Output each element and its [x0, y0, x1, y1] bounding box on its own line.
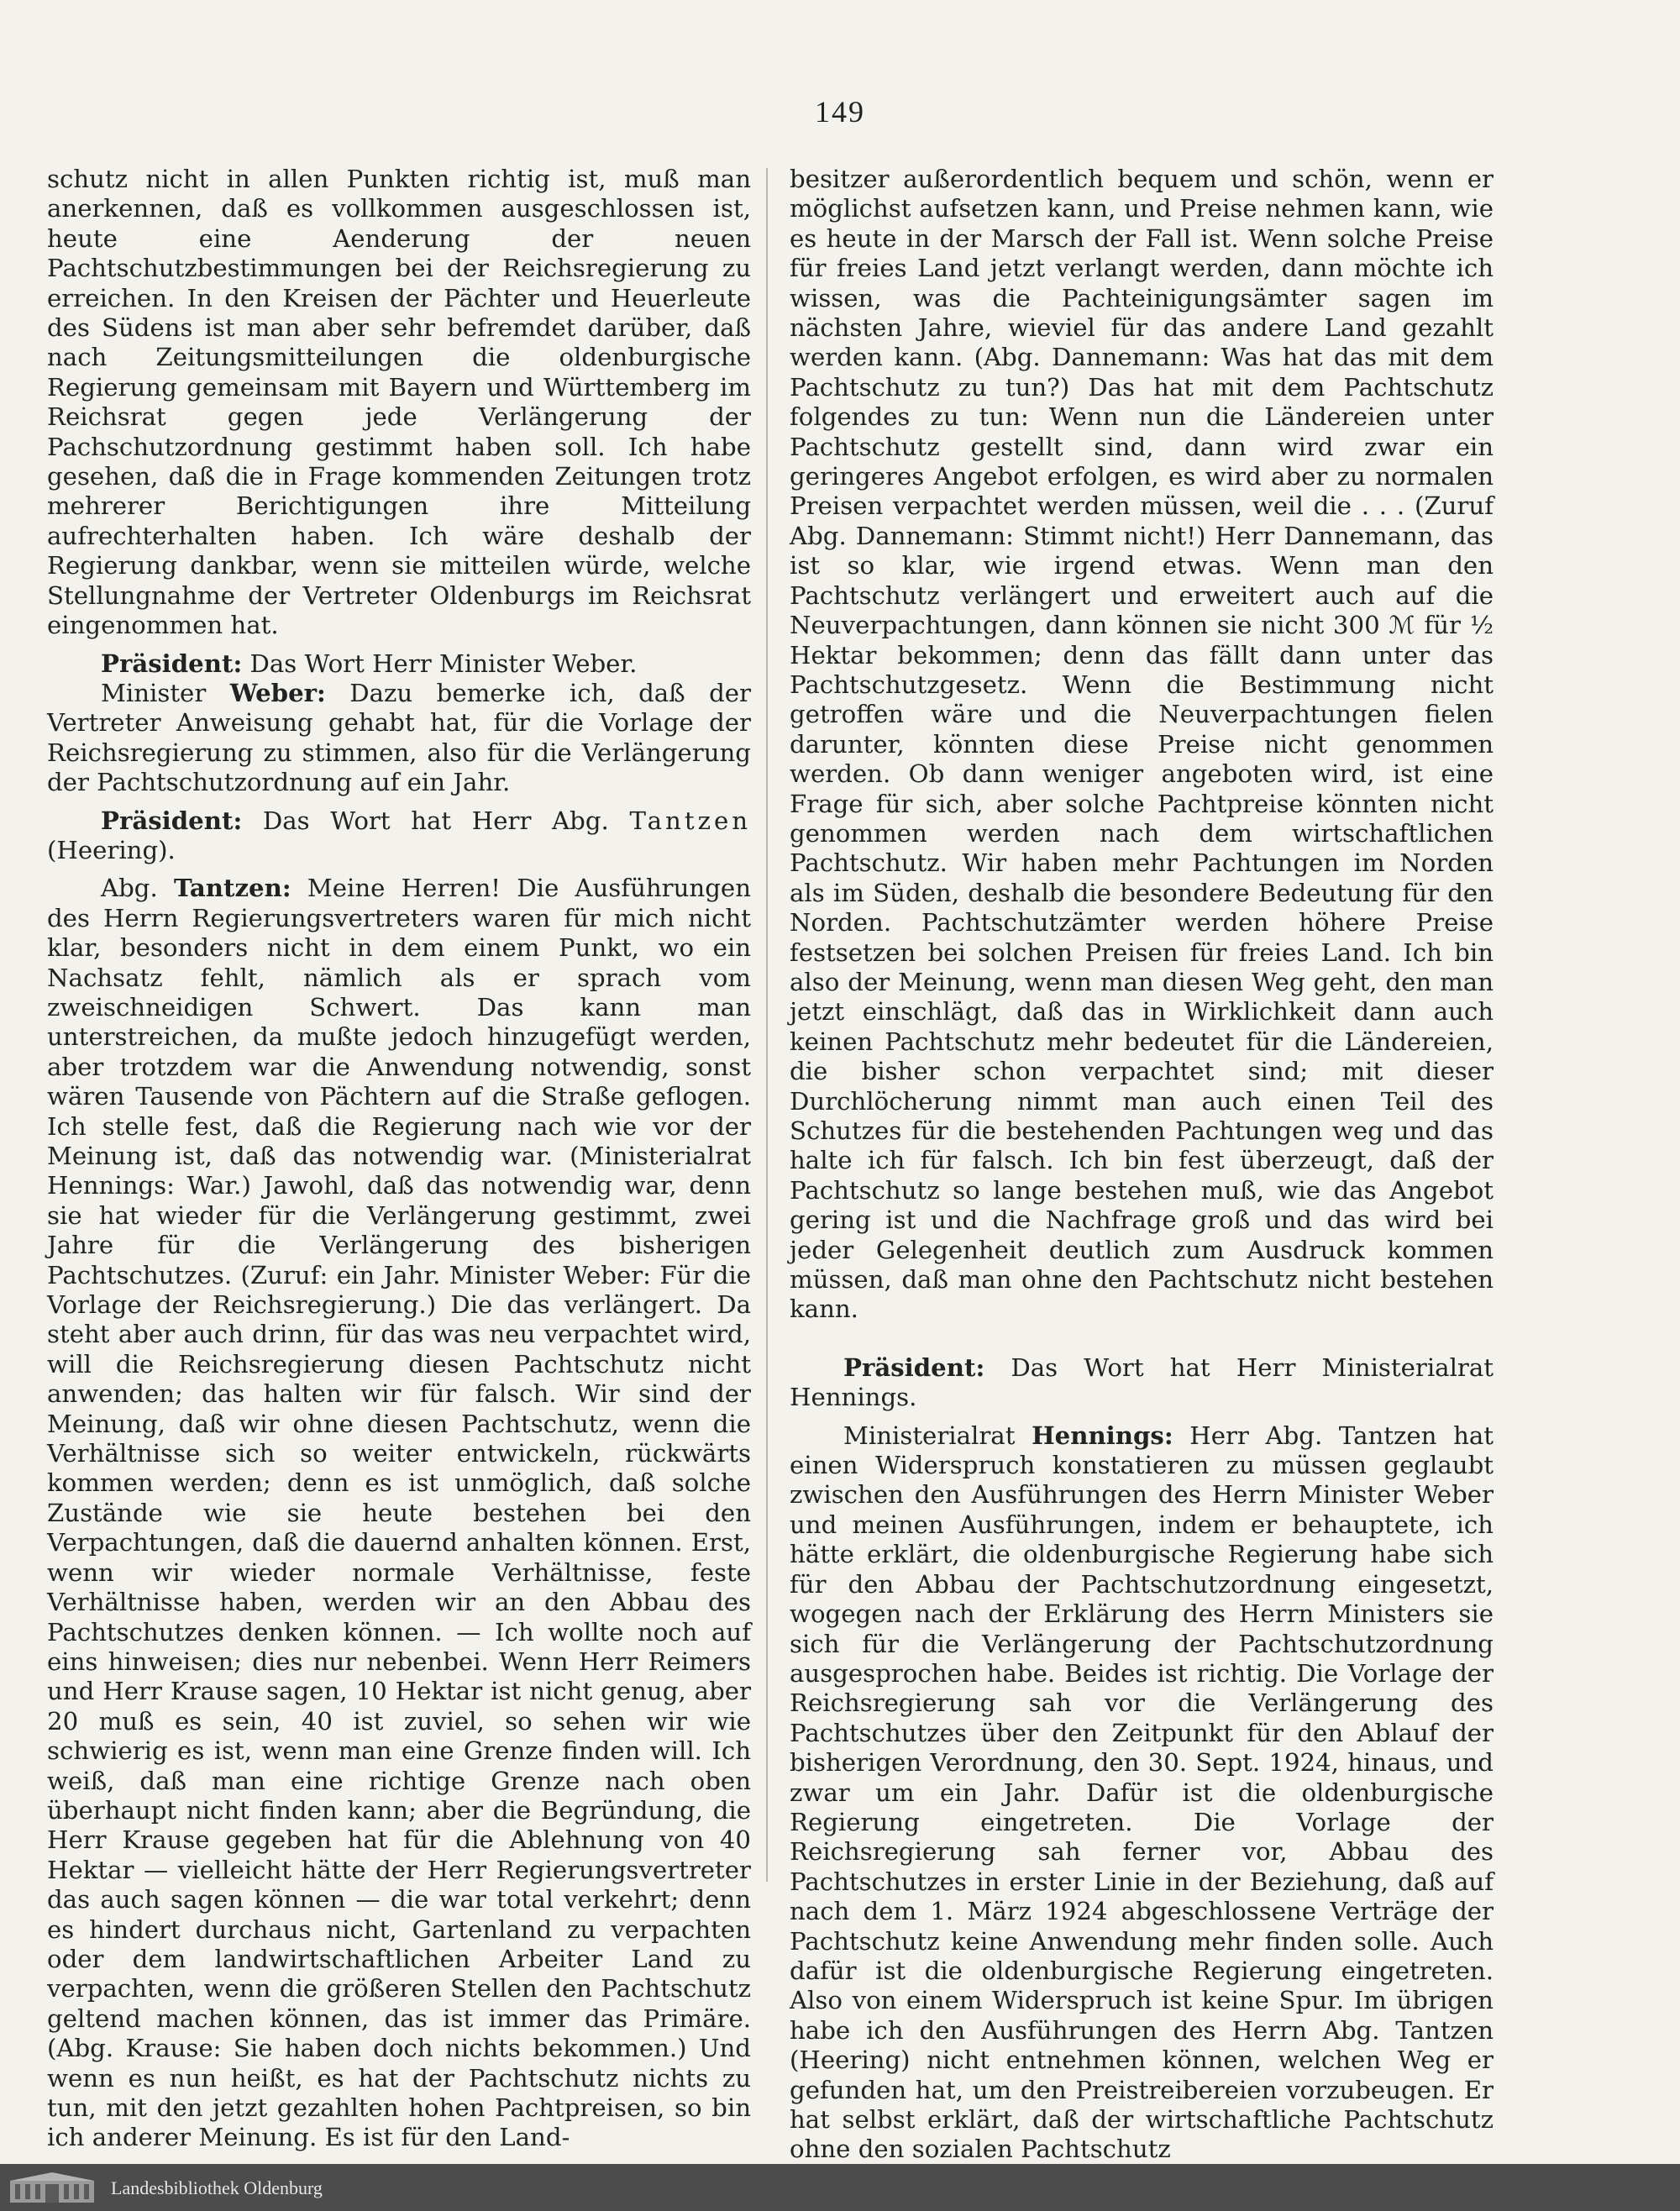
speaker-label: Präsident:: [843, 1352, 985, 1382]
library-building-icon: [8, 2171, 96, 2204]
right-text-column: [790, 165, 1494, 2165]
paragraph-tantzen: [47, 874, 751, 2152]
paragraph-president-2: [47, 806, 751, 866]
page-number: 149: [815, 95, 865, 129]
speaker-title: Minister: [101, 678, 207, 707]
speaker-label: Hennings:: [1032, 1421, 1173, 1450]
paragraph-president-1: [47, 649, 751, 679]
speaker-title: Ministerialrat: [843, 1421, 1016, 1450]
library-footer-bar: [0, 2164, 1680, 2211]
paragraph-continuation: besitzer außerordentlich bequem und schön, wenn er möglichst aufsetzen kann, und Preise nehmen kann, wie es heute in der Marsch der Fall ist. Wenn solche Preise für freies Land jetzt verlangt werden, dann möchte ich wissen, was die Pachteinigungsämter sagen im nächsten Jahre, wieviel für das andere Land gezahlt werden kann. (Abg. Dannemann: Was hat das mit dem Pachtschutz zu tun?) Das hat mit dem Pachtschutz folgendes zu tun: Wenn nun die Ländereien unter Pachtschutz gestellt sind, dann wird zwar ein geringeres Angebot erfolgen, es wird aber zu normalen Preisen verpachtet werden müssen, weil die . . . (Zuruf Abg. Dannemann: Stimmt nicht!) Herr Dannemann, das ist so klar, wie irgend etwas. Wenn man den Pachtschutz verlängert und erweitert auch auf die Neuverpachtungen, dann können sie nicht 300 ℳ für ½ Hektar bekommen; denn das fällt dann unter das Pachtschutzgesetz. Wenn die Bestimmung nicht getroffen wäre und die Neuverpachtungen fielen darunter, könnten diese Preise nicht genommen werden. Ob dann weniger angeboten wird, ist eine Frage für sich, aber solche Pachtpreise könnten nicht genommen werden nach dem wirtschaftlichen Pachtschutz. Wir haben mehr Pachtungen im Norden als im Süden, deshalb die besondere Bedeutung für den Norden. Pachtschutzämter werden höhere Preise festsetzen bei solchen Preisen für freies Land. Ich bin also der Meinung, wenn man diesen Weg geht, den man jetzt einschlägt, daß das in Wirklichkeit dann auch keinen Pachtschutz mehr bedeutet für die Ländereien, die bisher schon verpachtet sind; mit dieser Durchlöcherung nimmt man auch einen Teil des Schutzes für die bestehenden Pachtungen weg und das halte ich für falsch. Ich bin fest überzeugt, daß der Pachtschutz so lange bestehen muß, wie das Angebot gering ist und die Nachfrage groß und das wird bei jeder Gelegenheit deutlich zum Ausdruck kommen müssen, daß man ohne den Pachtschutz nicht bestehen kann.: [790, 165, 1494, 1324]
speech-text: (Heering).: [47, 835, 176, 864]
speech-text: Meine Herren! Die Ausführungen des Herrn Regierungsvertreters waren für mich nicht klar, besonders nicht in dem einem Punkt, wo ein Nachsatz fehlt, nämlich als er sprach vom zweischneidigen Schwert. Das kann man unterstreichen, da mußte jedoch hinzugefügt werden, aber trotzdem war die Anwendung notwendig, sonst wären Tausende von Pächtern auf die Straße geflogen. Ich stelle fest, daß die Regierung nach wie vor der Meinung ist, daß das notwendig war. (Ministerialrat Hennings: War.) Jawohl, daß das notwendig war, denn sie hat wieder für die Verlängerung gestimmt, zwei Jahre für die Verlängerung des bisherigen Pachtschutzes. (Zuruf: ein Jahr. Minister Weber: Für die Vorlage der Reichsregierung.) Die das verlängert. Da steht aber auch drinn, für das was neu verpachtet wird, will die Reichsregierung diesen Pachtschutz nicht anwenden; das halten wir für falsch. Wir sind der Meinung, daß wir ohne diesen Pachtschutz, wenn die Verhältnisse sich so weiter entwickeln, rückwärts kommen werden; denn es ist unmöglich, daß solche Zustände wie sie heute bestehen bei den Verpachtungen, daß die dauernd anhalten können. Erst, wenn wir wieder normale Verhältnisse, feste Verhältnisse haben, werden wir an den Abbau des Pachtschutzes denken können. — Ich wollte noch auf eins hinweisen; dies nur nebenbei. Wenn Herr Reimers und Herr Krause sagen, 10 Hektar ist nicht genug, aber 20 muß es sein, 40 ist zuviel, so sehen wir wie schwierig es ist, wenn man eine Grenze finden will. Ich weiß, daß man eine richtige Grenze nach oben überhaupt nicht finden kann; aber die Begründung, die Herr Krause gegeben hat für die Ablehnung von 40 Hektar — vielleicht hätte der Herr Regierungsvertreter das auch sagen können — die war total verkehrt; denn es hindert durchaus nicht, Gartenland zu verpachten oder dem landwirtschaftlichen Arbeiter Land zu verpachten, wenn die größeren Stellen den Pachtschutz geltend machen können, das ist immer das Primäre. (Abg. Krause: Sie haben doch nichts bekommen.) Und wenn es nun heißt, es hat der Pachtschutz nichts zu tun, mit den jetzt gezahlten hohen Pachtpreisen, so bin ich anderer Meinung. Es ist für den Land-: [47, 874, 751, 2152]
speaker-label: Präsident:: [101, 806, 243, 835]
speaker-label: Tantzen:: [173, 874, 291, 903]
library-name: Landesbibliothek Oldenburg: [111, 2177, 323, 2198]
speaker-label: Weber:: [229, 678, 326, 707]
speaker-label: Präsident:: [101, 649, 243, 678]
speech-text: Das Wort hat Herr Ministerialrat Hennings.: [790, 1352, 1494, 1412]
speaker-title: Abg.: [101, 874, 158, 903]
paragraph-minister-weber: [47, 679, 751, 798]
speech-text: Das Wort hat Herr Abg.: [262, 806, 609, 835]
speech-text: Herr Abg. Tantzen hat einen Widerspruch konstatieren zu müssen geglaubt zwischen den Ausführungen des Herrn Minister Weber und meinen Ausführungen, indem er behauptete, ich hätte erklärt, die oldenburgische Regierung habe sich für den Abbau der Pachtschutzordnung eingesetzt, wogegen nach der Erklärung des Herrn Ministers sie sich für die Verlängerung der Pachtschutzordnung ausgesprochen habe. Beides ist richtig. Die Vorlage der Reichsregierung sah vor die Verlängerung des Pachtschutzes über den Zeitpunkt für den Ablauf der bisherigen Verordnung, den 30. Sept. 1924, hinaus, und zwar um ein Jahr. Dafür ist die oldenburgische Regierung eingetreten. Die Vorlage der Reichsregierung sah ferner vor, Abbau des Pachtschutzes in erster Linie in der Beziehung, daß auf nach dem 1. März 1924 abgeschlossene Verträge der Pachtschutz keine Anwendung mehr finden solle. Auch dafür ist die oldenburgische Regierung eingetreten. Also von einem Widerspruch ist keine Spur. Im übrigen habe ich den Ausführungen des Herrn Abg. Tantzen (Heering) nicht entnehmen können, welchen Weg er gefunden hat, um den Preistreibereien vorzubeugen. Er hat selbst erklärt, daß der wirtschaftliche Pachtschutz ohne den sozialen Pachtschutz: [790, 1421, 1494, 2164]
left-text-column: [47, 165, 751, 2153]
paragraph-hennings: [790, 1421, 1494, 2165]
column-divider: [766, 168, 768, 1882]
speaker-name-spaced: Tantzen: [629, 806, 752, 835]
speech-text: Dazu bemerke ich, daß der Vertreter Anweisung gehabt hat, für die Vorlage der Reichsregierung zu stimmen, also für die Verlängerung der Pachtschutzordnung auf ein Jahr.: [47, 678, 751, 797]
paragraph-president-3: [790, 1353, 1494, 1413]
speech-text: Das Wort Herr Minister Weber.: [249, 649, 638, 678]
paragraph-continuation: schutz nicht in allen Punkten richtig ist, muß man anerkennen, daß es vollkommen ausgeschlossen ist, heute eine Aenderung der neuen Pachtschutzbestimmungen bei der Reichsregierung zu erreichen. In den Kreisen der Pächter und Heuerleute des Südens ist man aber sehr befremdet darüber, daß nach Zeitungsmitteilungen die oldenburgische Regierung gemeinsam mit Bayern und Württemberg im Reichsrat gegen jede Verlängerung der Pachschutzordnung gestimmt haben soll. Ich habe gesehen, daß die in Frage kommenden Zeitungen trotz mehrerer Berichtigungen ihre Mitteilung aufrechterhalten haben. Ich wäre deshalb der Regierung dankbar, wenn sie mitteilen würde, welche Stellungnahme der Vertreter Oldenburgs im Reichsrat eingenommen hat.: [47, 165, 751, 640]
